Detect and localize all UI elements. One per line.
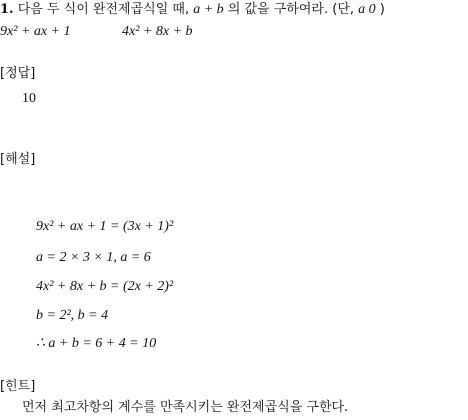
expression-1: 9x² + ax + 1 (0, 24, 71, 39)
problem-statement (0, 2, 385, 18)
solution-step-4: b = 2², b = 4 (36, 308, 109, 323)
problem-stem-expr: a + b (193, 2, 224, 17)
solution-step-5: ∴ a + b = 6 + 4 = 10 (36, 336, 157, 351)
problem-expression-2-wrap (122, 24, 193, 40)
solution-step-1: 9x² + ax + 1 = (3x + 1)² (36, 219, 174, 234)
expression-2: 4x² + 8x + b (122, 24, 193, 39)
problem-expressions (0, 24, 71, 40)
problem-number: 1. (0, 2, 14, 17)
solution-label: [해설] (0, 152, 36, 167)
problem-condition: a 0 (358, 2, 376, 17)
problem-stem-after: 의 값을 구하여라. (단, (227, 2, 355, 17)
solution-step-2: a = 2 × 3 × 1, a = 6 (36, 250, 151, 265)
answer-value: 10 (22, 91, 36, 106)
hint-text: 먼저 최고차항의 계수를 만족시키는 완전제곱식을 구한다. (22, 400, 349, 415)
hint-label: [힌트] (0, 379, 36, 394)
answer-label: [정답] (0, 66, 36, 81)
solution-step-3: 4x² + 8x + b = (2x + 2)² (36, 279, 174, 294)
problem-stem-before: 다음 두 식이 완전제곱식일 때, (17, 2, 190, 17)
problem-close-paren: ) (379, 2, 385, 17)
